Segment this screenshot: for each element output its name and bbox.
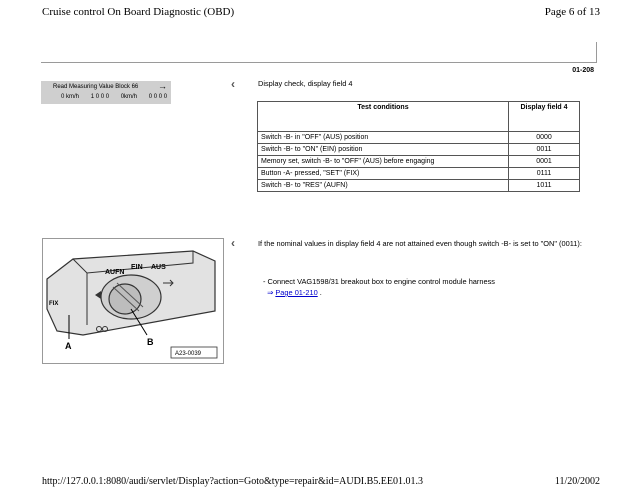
label-aufn: AUFN [105, 269, 125, 276]
condition-cell: Switch -B- to "ON" (EIN) position [258, 144, 509, 156]
header-title: Cruise control On Board Diagnostic (OBD) [42, 6, 235, 18]
condition-cell: Switch -B- to "RES" (AUFN) [258, 180, 509, 192]
label-aus: AUS [151, 264, 166, 271]
callout-a: A [65, 341, 72, 351]
label-ein: EIN [131, 264, 143, 271]
chevron-left-icon: ‹ [231, 77, 235, 91]
value-cell: 0001 [509, 156, 580, 168]
instruction-suffix: . [319, 288, 322, 297]
column-header-conditions: Test conditions [258, 102, 509, 132]
figure-code: A23-0039 [175, 351, 202, 357]
value-cell: 1011 [509, 180, 580, 192]
column-header-display-field: Display field 4 [509, 102, 580, 132]
connect-instruction [263, 276, 583, 298]
table-row [258, 168, 580, 180]
display-field-4: 0 0 0 0 [148, 94, 168, 100]
condition-cell: Button -A- pressed, "SET" (FIX) [258, 168, 509, 180]
chevron-left-icon: ‹ [231, 236, 235, 250]
footer-url: http://127.0.0.1:8080/audi/servlet/Display?action=Goto&type=repair&id=AUDI.B5.EE01.01.3 [42, 476, 424, 487]
page-link[interactable]: Page 01-210 [275, 288, 318, 297]
test-conditions-table [257, 101, 580, 192]
value-cell: 0000 [509, 132, 580, 144]
table-row [258, 144, 580, 156]
value-cell: 0011 [509, 144, 580, 156]
page-indicator: Page 6 of 13 [544, 6, 600, 18]
display-field-2: 1 0 0 0 [90, 94, 110, 100]
cruise-switch-drawing [43, 239, 223, 363]
header-frame [41, 42, 597, 63]
display-check-heading: Display check, display field 4 [258, 79, 353, 88]
table-row [258, 132, 580, 144]
measuring-values [61, 94, 177, 100]
measuring-block-display [41, 81, 171, 104]
instruction-text: - Connect VAG1598/31 breakout box to engine control module harness [263, 277, 495, 286]
table-row [258, 156, 580, 168]
table-row [258, 180, 580, 192]
label-fix: FIX [49, 301, 59, 307]
nominal-values-note: If the nominal values in display field 4 are not attained even though switch -B- is set to "ON" (0011): [258, 239, 582, 248]
display-field-3: 0km/h [120, 94, 138, 100]
switch-illustration [42, 238, 224, 364]
document-number: 01-208 [572, 67, 594, 74]
footer-date: 11/20/2002 [554, 476, 600, 487]
table-header-row [258, 102, 580, 132]
value-cell: 0111 [509, 168, 580, 180]
measuring-block-title: Read Measuring Value Block 66 [53, 84, 139, 90]
arrow-right-icon: → [158, 81, 167, 91]
condition-cell: Switch -B- in "OFF" (AUS) position [258, 132, 509, 144]
arrow-icon: ⇒ [267, 288, 274, 297]
condition-cell: Memory set, switch -B- to "OFF" (AUS) before engaging [258, 156, 509, 168]
callout-b: B [147, 337, 154, 347]
display-field-1: 0 km/h [61, 94, 80, 100]
